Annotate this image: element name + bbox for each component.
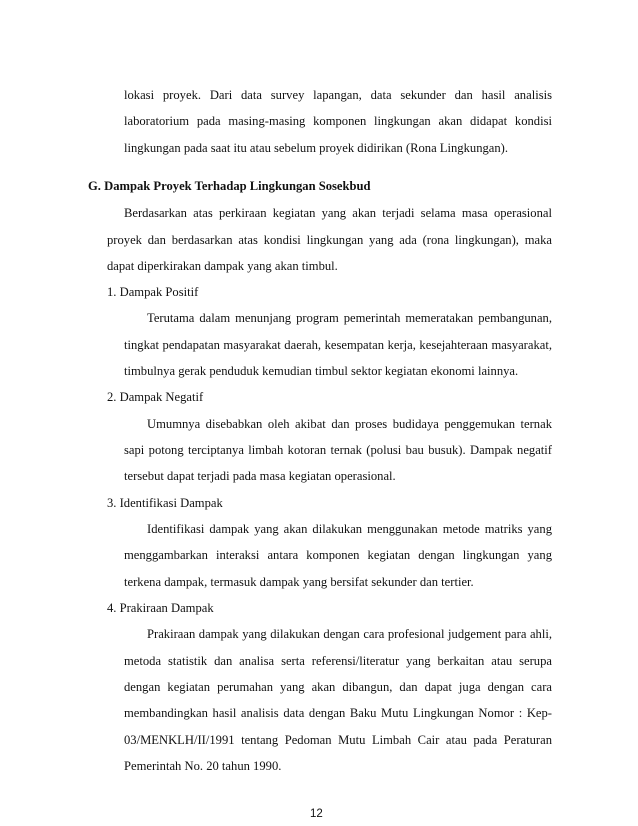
intro-line-1: lokasi proyek. Dari data survey lapangan, data sekunder dan hasil analisis — [124, 88, 552, 102]
item-3-line-1: Identifikasi dampak yang akan dilakukan menggunakan metode matriks yang — [147, 522, 552, 536]
item-3-title: 3. Identifikasi Dampak — [107, 496, 223, 510]
item-4-line-3: dengan kegiatan perumahan yang akan dibangun, dan dapat juga dengan cara — [124, 680, 552, 694]
item-2-line-2: sapi potong terciptanya limbah kotoran ternak (polusi bau busuk). Dampak negatif — [124, 443, 552, 457]
item-1-title: 1. Dampak Positif — [107, 285, 199, 299]
item-2-line-1: Umumnya disebabkan oleh akibat dan proses budidaya penggemukan ternak — [147, 417, 552, 431]
item-4-title: 4. Prakiraan Dampak — [107, 601, 214, 615]
item-1-line-2: tingkat pendapatan masyarakat daerah, kesempatan kerja, kesejahteraan masyarakat, — [124, 338, 552, 352]
section-line-2: proyek dan berdasarkan atas kondisi lingkungan yang ada (rona lingkungan), maka — [107, 233, 552, 247]
item-3-line-2: menggambarkan interaksi antara komponen kegiatan dengan lingkungan yang — [124, 548, 552, 562]
item-4-line-5: 03/MENKLH/II/1991 tentang Pedoman Mutu Limbah Cair atau pada Peraturan — [124, 733, 552, 747]
item-3-line-3: terkena dampak, termasuk dampak yang bersifat sekunder dan tertier. — [124, 575, 474, 589]
item-4-line-2: metoda statistik dan analisa serta referensi/literatur yang berkaitan atau serupa — [124, 654, 552, 668]
section-heading: G. Dampak Proyek Terhadap Lingkungan Sosekbud — [88, 179, 371, 193]
page-number: 12 — [310, 808, 323, 820]
item-4-line-4: membandingkan hasil analisis data dengan Baku Mutu Lingkungan Nomor : Kep- — [124, 706, 552, 720]
intro-line-2: laboratorium pada masing-masing komponen lingkungan akan didapat kondisi — [124, 114, 552, 128]
intro-line-3: lingkungan pada saat itu atau sebelum proyek didirikan (Rona Lingkungan). — [124, 141, 509, 155]
item-4-line-6: Pemerintah No. 20 tahun 1990. — [124, 759, 282, 773]
item-4-line-1: Prakiraan dampak yang dilakukan dengan cara profesional judgement para ahli, — [147, 627, 552, 641]
section-line-1: Berdasarkan atas perkiraan kegiatan yang akan terjadi selama masa operasional — [124, 206, 552, 220]
item-1-line-1: Terutama dalam menunjang program pemerintah memeratakan pembangunan, — [147, 311, 552, 325]
item-1-line-3: timbulnya gerak penduduk kemudian timbul sektor kegiatan ekonomi lainnya. — [124, 364, 519, 378]
section-line-3: dapat diperkirakan dampak yang akan timbul. — [107, 259, 338, 273]
item-2-line-3: tersebut dapat terjadi pada masa kegiatan operasional. — [124, 469, 396, 483]
item-2-title: 2. Dampak Negatif — [107, 390, 204, 404]
